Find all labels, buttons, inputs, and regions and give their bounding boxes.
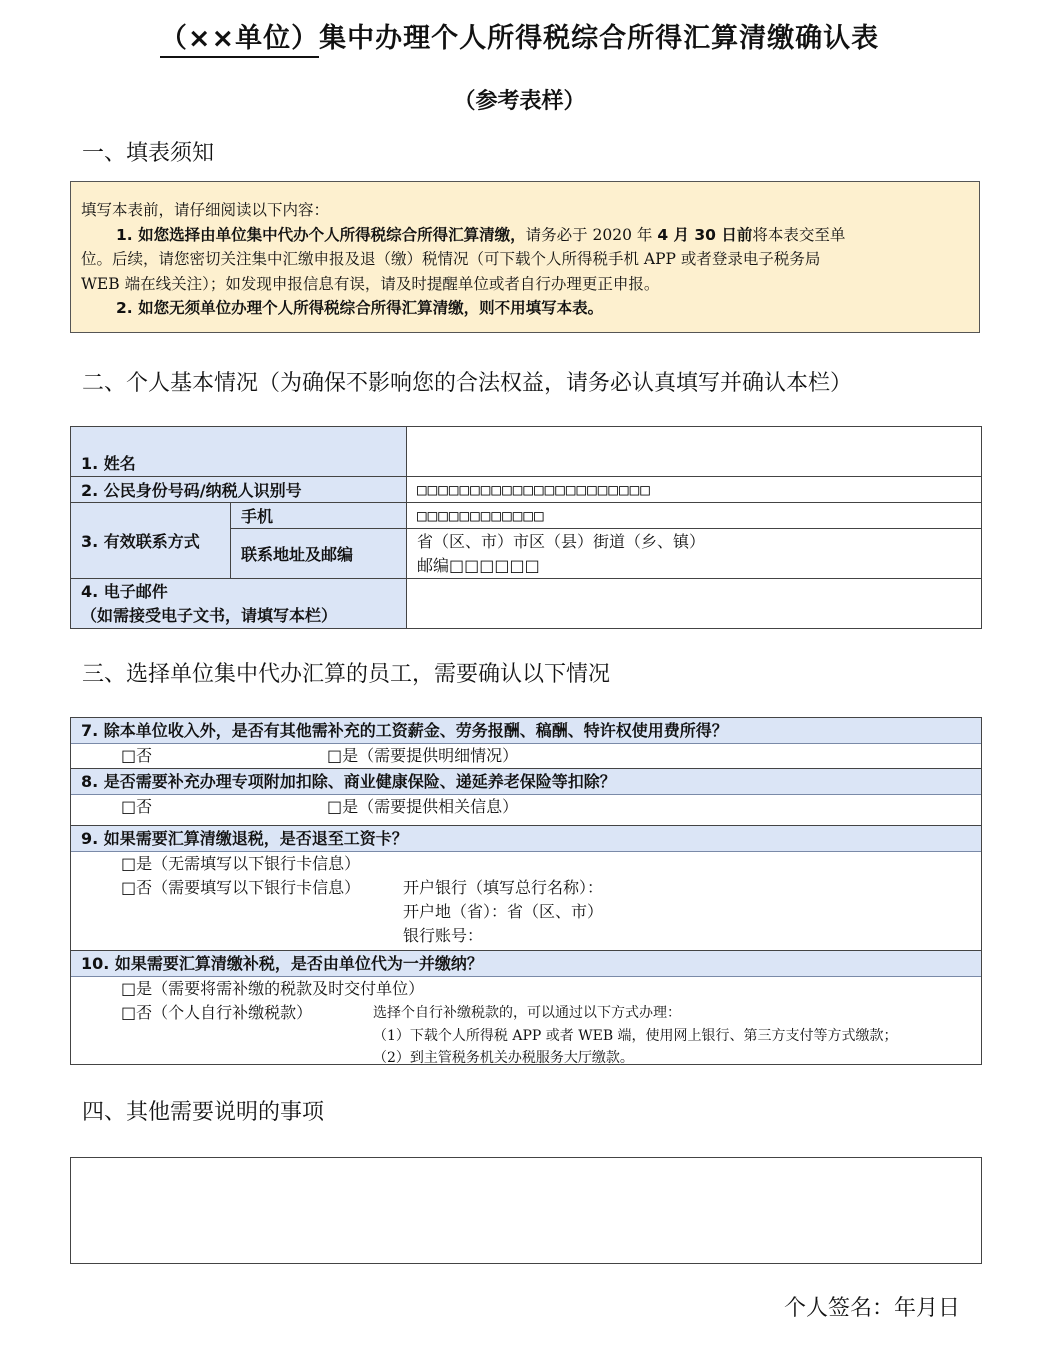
notice-item1-text-a: 请务必于 2020 年 (525, 225, 658, 244)
notice-item1-line3: WEB 端在线关注）；如发现申报信息有误，请及时提醒单位或者自行办理更正申报。 (81, 274, 660, 293)
q7-yes-checkbox[interactable]: □是（需要提供明细情况） (327, 746, 519, 765)
q9-options (71, 852, 981, 950)
basic-info-table (70, 426, 982, 629)
q8-yes-checkbox[interactable]: □是（需要提供相关信息） (327, 797, 519, 816)
q9-yes-checkbox[interactable]: □是（无需填写以下银行卡信息） (121, 854, 361, 873)
notice-box (70, 181, 980, 333)
q10-no-checkbox[interactable]: □否（个人自行补缴税款） (121, 1003, 313, 1022)
postcode-line: 邮编□□□□□□ (417, 555, 540, 575)
unit-placeholder: （××单位） (160, 23, 319, 58)
q9-account-field[interactable]: 银行账号： (403, 926, 484, 945)
q7-no-checkbox[interactable]: □否 (121, 746, 153, 765)
email-label-cell (71, 579, 407, 629)
name-field[interactable] (407, 427, 982, 477)
email-label: 4. 电子邮件 (81, 581, 168, 601)
notice-item1 (81, 223, 969, 248)
remarks-field[interactable] (70, 1157, 982, 1264)
form-title (0, 16, 1039, 55)
notice-item1-line2: 位。后续，请您密切关注集中汇缴申报及退（缴）税情况（可下载个人所得税手机 APP 或者登录电子税务局 (81, 250, 821, 268)
phone-field[interactable]: □□□□□□□□□□□□ (407, 503, 982, 529)
notice-item2 (81, 296, 969, 321)
id-number-field[interactable]: □□□□□□□□□□□□□□□□□□□□□□ (407, 477, 982, 503)
address-label: 联系地址及邮编 (231, 529, 407, 579)
section1-heading: 一、填表须知 (82, 141, 215, 166)
contact-label: 3. 有效联系方式 (71, 503, 231, 579)
q9-bank-field[interactable]: 开户银行（填写总行名称）： (403, 878, 604, 897)
notice-item1-bold: 1. 如您选择由单位集中代办个人所得税综合所得汇算清缴， (116, 225, 526, 244)
form-subtitle: （参考表样） (453, 89, 586, 114)
q10-note: 选择个自行补缴税款的，可以通过以下方式办理： (373, 1005, 681, 1021)
notice-item1-text-b: 将本表交至单 (752, 225, 846, 244)
q10-way1: （1）下载个人所得税 APP 或者 WEB 端，使用网上银行、第三方支付等方式缴款； (373, 1028, 898, 1044)
form-title-main: 集中办理个人所得税综合所得汇算清缴确认表 (319, 23, 880, 54)
section4-heading: 四、其他需要说明的事项 (82, 1100, 325, 1125)
signature-line: 个人签名：年月日 (784, 1296, 961, 1321)
address-line: 省（区、市）市区（县）街道（乡、镇） (417, 531, 706, 551)
q8-question: 8. 是否需要补充办理专项附加扣除、商业健康保险、递延养老保险等扣除？ (71, 768, 981, 795)
q9-no-checkbox[interactable]: □否（需要填写以下银行卡信息） (121, 878, 361, 897)
q7-question: 7. 除本单位收入外，是否有其他需补充的工资薪金、劳务报酬、稿酬、特许权使用费所得？ (71, 718, 981, 744)
q10-question: 10. 如果需要汇算清缴补税，是否由单位代为一并缴纳？ (71, 950, 981, 977)
q10-way2: （2）到主管税务机关办税服务大厅缴款。 (373, 1050, 634, 1066)
section3-heading: 三、选择单位集中代办汇算的员工，需要确认以下情况 (82, 662, 611, 687)
section2-heading: 二、个人基本情况（为确保不影响您的合法权益，请务必认真填写并确认本栏） (82, 371, 853, 396)
address-field[interactable] (407, 529, 982, 579)
email-note: （如需接受电子文书，请填写本栏） (81, 605, 338, 625)
q10-options (71, 977, 981, 1072)
notice-intro: 填写本表前，请仔细阅读以下内容： (81, 201, 330, 219)
q8-no-checkbox[interactable]: □否 (121, 797, 153, 816)
q9-location-field[interactable]: 开户地（省）：省（区、市） (403, 902, 604, 921)
notice-deadline: 4 月 30 日前 (657, 225, 753, 244)
id-label: 2. 公民身份号码/纳税人识别号 (71, 477, 407, 503)
q10-yes-checkbox[interactable]: □是（需要将需补缴的税款及时交付单位） (121, 979, 425, 998)
q8-options (71, 795, 981, 825)
name-label: 1. 姓名 (71, 427, 407, 477)
q7-options (71, 744, 981, 768)
phone-label: 手机 (231, 503, 407, 529)
confirmation-box (70, 717, 982, 1065)
email-field[interactable] (407, 579, 982, 629)
q9-question: 9. 如果需要汇算清缴退税，是否退至工资卡？ (71, 825, 981, 852)
notice-item2-bold: 2. 如您无须单位办理个人所得税综合所得汇算清缴，则不用填写本表。 (116, 299, 604, 317)
